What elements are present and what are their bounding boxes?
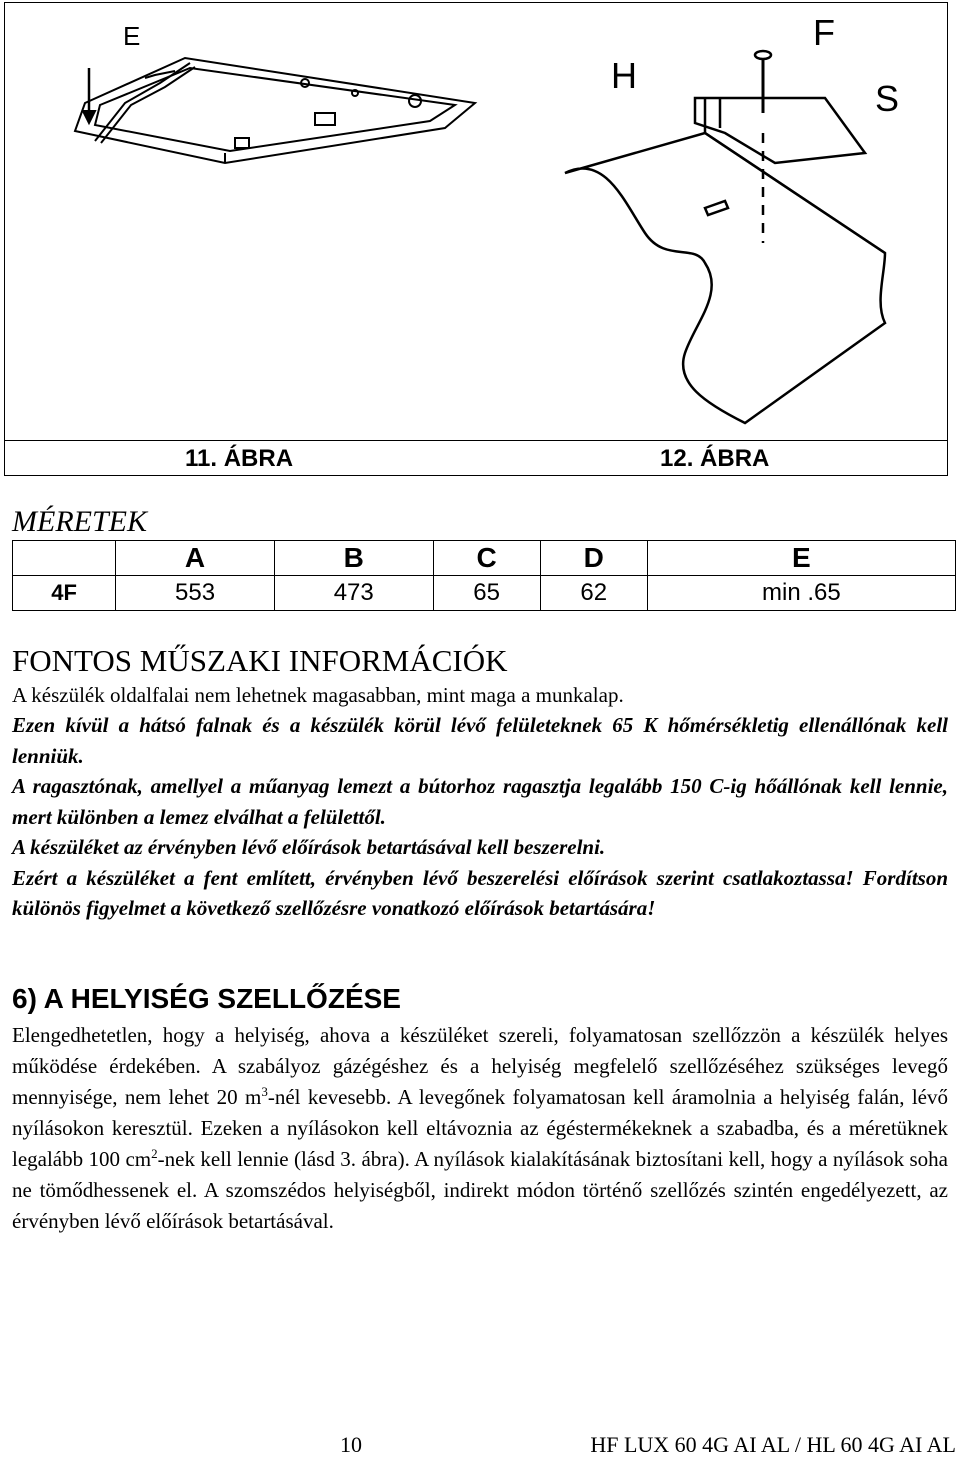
section-title: 6) A HELYISÉG SZELLŐZÉSE bbox=[12, 983, 401, 1014]
italic-paragraph: Ezért a készüléket a fent említett, érvényben lévő beszerelési előírások szerint csatlakoztassa! Fordítson különös figyelmet a következő szellőzésre vonatkozó előírások betartására! bbox=[12, 865, 948, 920]
technical-info-title: FONTOS MŰSZAKI INFORMÁCIÓK bbox=[12, 643, 508, 678]
italic-paragraph: A készüléket az érvényben lévő előírások betartásával kell beszerelni. bbox=[12, 835, 606, 859]
table-row bbox=[13, 576, 956, 611]
caption-figure-11: 11. ÁBRA bbox=[185, 445, 294, 472]
hob-drawing bbox=[75, 58, 475, 163]
table-cell: min .65 bbox=[647, 576, 955, 611]
table-header-row bbox=[13, 541, 956, 576]
table-header-cell: C bbox=[433, 541, 540, 576]
superscript-3: 3 bbox=[261, 1084, 268, 1099]
body-text-3: -nek kell lennie (lásd 3. ábra). A nyílások kialakításának biztosítani kell, hogy a nyílások soha ne tömődhessenek el. A szomszédos helyiségből, indirekt módon történő szellőzés szintén engedélyezett, az érvényben lévő előírások betartásával. bbox=[12, 1147, 948, 1233]
dimensions-title: MÉRETEK bbox=[12, 505, 147, 538]
table-header-cell: D bbox=[540, 541, 647, 576]
label-s: S bbox=[875, 78, 900, 119]
body-text-1: Elengedhetetlen, hogy a helyiség, ahova a készüléket szereli, folyamatosan szellőzzön a készülék helyes működése érdekében. A szabályoz gázégéshez és a helyiség megfelelő szellőzéséhez szükséges levegő mennyisége, nem lehet 20 m bbox=[12, 1023, 948, 1109]
label-h: H bbox=[611, 55, 637, 96]
italic-paragraph: Ezen kívül a hátsó falnak és a készülék körül lévő felületeknek 65 K hőmérsékletig ellenállónak kell lenniük. bbox=[12, 713, 948, 768]
bracket-drawing bbox=[565, 51, 885, 423]
table-cell-model: 4F bbox=[13, 576, 116, 611]
table-cell: 553 bbox=[116, 576, 275, 611]
technical-info-italic bbox=[12, 710, 948, 924]
italic-paragraph: A ragasztónak, amellyel a műanyag lemezt a bútorhoz ragasztja legalább 150 C-ig hőállónak kell lennie, mert különben a lemez elválhat a felülettől. bbox=[12, 774, 948, 829]
figure-box bbox=[4, 2, 948, 442]
table-cell: 65 bbox=[433, 576, 540, 611]
body-text-2: -nél kevesebb. A levegőnek folyamatosan kell áramolnia a helyiség falán, lévő nyílásokon keresztül. Ezeken a nyílásokon kell eltávoznia az égéstermékeknek a szabadba, és a méretüknek legalább 100 cm bbox=[12, 1085, 948, 1171]
table-cell: 62 bbox=[540, 576, 647, 611]
label-e: E bbox=[123, 21, 141, 51]
page-number: 10 bbox=[340, 1432, 362, 1457]
dimensions-table bbox=[12, 540, 956, 611]
table-cell: 473 bbox=[274, 576, 433, 611]
table-header-cell bbox=[13, 541, 116, 576]
installation-illustration bbox=[5, 3, 949, 443]
figure-captions bbox=[4, 440, 948, 476]
table-header-cell: A bbox=[116, 541, 275, 576]
caption-figure-12: 12. ÁBRA bbox=[660, 445, 770, 472]
label-f: F bbox=[813, 12, 835, 53]
section-body bbox=[12, 1020, 948, 1237]
superscript-2: 2 bbox=[151, 1146, 158, 1161]
table-header-cell: B bbox=[274, 541, 433, 576]
table-header-cell: E bbox=[647, 541, 955, 576]
technical-info-line: A készülék oldalfalai nem lehetnek magasabban, mint maga a munkalap. bbox=[12, 683, 624, 707]
footer-model: HF LUX 60 4G AI AL / HL 60 4G AI AL bbox=[590, 1432, 956, 1457]
